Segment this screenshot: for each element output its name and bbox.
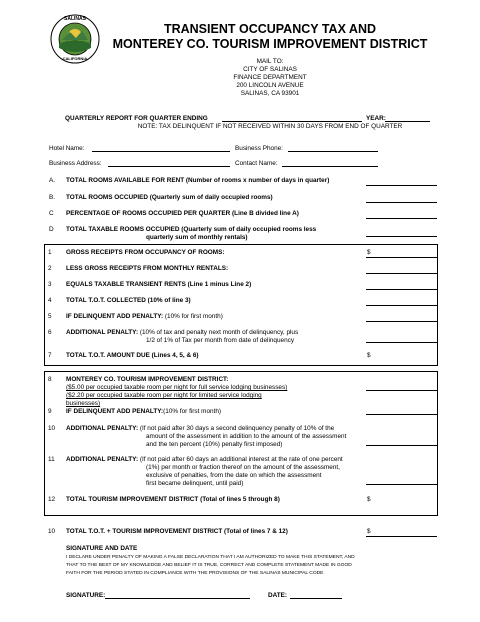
business-address-field[interactable] bbox=[108, 166, 230, 167]
date-label: DATE: bbox=[268, 592, 288, 599]
box-tid-bottom bbox=[44, 515, 438, 516]
hotel-name-field[interactable] bbox=[92, 151, 230, 152]
seal-bottom-text: CALIFORNIA bbox=[62, 56, 88, 61]
line-12-text: TOTAL TOURISM IMPROVEMENT DISTRICT (Total of lines 5 through 8) bbox=[66, 496, 280, 503]
line-8-rate-limited: ($2.20 per occupied taxable room per night for limited service lodging bbox=[66, 392, 262, 399]
line-a-text: TOTAL ROOMS AVAILABLE FOR RENT (Number of rooms x number of days in quarter) bbox=[66, 177, 330, 184]
grand-total-dollar: $ bbox=[367, 528, 371, 535]
contact-name-field[interactable] bbox=[282, 166, 378, 167]
line-b-text: TOTAL ROOMS OCCUPIED (Quarterly sum of daily occupied rooms) bbox=[66, 194, 273, 201]
hotel-name-label: Hotel Name: bbox=[49, 145, 85, 152]
line-a-field[interactable] bbox=[366, 185, 437, 186]
mail-to-line: MAIL TO: bbox=[256, 58, 284, 65]
box-tot-right bbox=[437, 244, 438, 365]
box-tid-left bbox=[44, 371, 45, 515]
line-11-text-2: (1%) per month or fraction thereof on the amount of the assessment, bbox=[146, 464, 340, 471]
line-8-text: MONTEREY CO. TOURISM IMPROVEMENT DISTRICT: bbox=[66, 376, 229, 383]
line-3-field[interactable] bbox=[366, 289, 437, 290]
line-1-dollar: $ bbox=[367, 249, 371, 256]
line-5-rest: (10% for first month) bbox=[163, 313, 223, 320]
signature-label: SIGNATURE: bbox=[66, 592, 106, 599]
seal-top-text: SALINAS bbox=[64, 16, 86, 22]
line-1-field[interactable] bbox=[366, 257, 437, 258]
mail-to-line: CITY OF SALINAS bbox=[243, 66, 297, 73]
form-title-line1: TRANSIENT OCCUPANCY TAX AND bbox=[163, 22, 377, 36]
quarter-ending-field[interactable] bbox=[222, 121, 362, 122]
year-label: YEAR: bbox=[366, 115, 386, 122]
business-phone-label: Business Phone: bbox=[235, 145, 283, 152]
line-2-field[interactable] bbox=[366, 273, 437, 274]
line-9-rest: (10% for first month) bbox=[163, 408, 222, 415]
grand-total-field[interactable] bbox=[366, 536, 437, 537]
line-9-field[interactable] bbox=[366, 414, 437, 415]
mail-to-line: FINANCE DEPARTMENT bbox=[233, 74, 307, 81]
line-10-bold: ADDITIONAL PENALTY: bbox=[66, 425, 139, 432]
line-11-rest: (If not paid after 60 days an additional interest at the rate of one percent bbox=[138, 456, 343, 463]
line-2-text: LESS GROSS RECEIPTS FROM MONTHLY RENTALS: bbox=[66, 265, 229, 272]
line-number: 3 bbox=[48, 281, 52, 288]
line-9-bold: IF DELINQUENT ADD PENALTY: bbox=[66, 408, 164, 415]
line-number: 10 bbox=[48, 425, 56, 432]
line-number: 9 bbox=[48, 408, 52, 415]
line-11-text-3: exclusive of penalties, from the date on which the assessment bbox=[146, 472, 322, 479]
line-10-text bbox=[66, 425, 334, 433]
line-10-text-3: and the ten percent (10%) penalty first imposed) bbox=[146, 441, 283, 448]
line-d-text: TOTAL TAXABLE ROOMS OCCUPIED (Quarterly sum of daily occupied rooms less bbox=[66, 226, 317, 233]
line-number: 7 bbox=[48, 352, 52, 359]
line-8-rate-full: ($5.00 per occupied taxable room per night for full service lodging businesses) bbox=[66, 384, 288, 391]
grand-total-text: TOTAL T.O.T. + TOURISM IMPROVEMENT DISTRICT (Total of lines 7 & 12) bbox=[66, 528, 288, 535]
line-12-dollar: $ bbox=[367, 496, 371, 503]
line-number: 6 bbox=[48, 329, 52, 336]
line-7-dollar: $ bbox=[367, 352, 371, 359]
line-5-text bbox=[66, 313, 223, 321]
line-number: 4 bbox=[48, 297, 52, 304]
line-10-field[interactable] bbox=[366, 445, 437, 446]
box-tot-top bbox=[44, 244, 438, 245]
line-number: 11 bbox=[48, 456, 55, 463]
signature-field[interactable] bbox=[105, 598, 250, 599]
line-number: 8 bbox=[48, 376, 52, 383]
contact-name-label: Contact Name: bbox=[235, 160, 278, 167]
box-tot-bottom bbox=[44, 365, 438, 366]
box-tot-left bbox=[44, 244, 45, 365]
declaration-line: I DECLARE UNDER PENALTY OF MAKING A FALSE DECLARATION THAT I AM AUTHORIZED TO MAKE THIS STATEMENT, AND bbox=[66, 555, 355, 560]
city-seal bbox=[50, 14, 100, 64]
line-1-text: GROSS RECEIPTS FROM OCCUPANCY OF ROOMS: bbox=[66, 249, 225, 256]
line-4-field[interactable] bbox=[366, 305, 437, 306]
declaration-line: FAITH FOR THE PERIOD STATED IN COMPLIANCE WITH THE PROVISIONS OF THE SALINAS MUNICIPAL CODE bbox=[66, 571, 324, 576]
line-letter: D bbox=[49, 226, 54, 233]
date-field[interactable] bbox=[290, 598, 342, 599]
line-10-rest: (If not paid after 30 days a second delinquency penalty of 10% of the bbox=[138, 425, 335, 432]
business-address-label: Business Address: bbox=[49, 160, 102, 167]
line-number: 2 bbox=[48, 265, 52, 272]
mail-to-line: 200 LINCOLN AVENUE bbox=[236, 82, 304, 89]
quarterly-report-label: QUARTERLY REPORT FOR QUARTER ENDING bbox=[65, 115, 208, 122]
line-11-text bbox=[66, 456, 343, 464]
line-6-field[interactable] bbox=[366, 342, 437, 343]
line-3-text: EQUALS TAXABLE TRANSIENT RENTS (Line 1 minus Line 2) bbox=[66, 281, 252, 288]
line-8-field[interactable] bbox=[366, 390, 437, 391]
line-11-text-4: first became delinquent, until paid) bbox=[146, 480, 244, 487]
delinquency-note: NOTE: TAX DELINQUENT IF NOT RECEIVED WITHIN 30 DAYS FROM END OF QUARTER bbox=[137, 123, 403, 130]
line-11-bold: ADDITIONAL PENALTY: bbox=[66, 456, 139, 463]
line-11-field[interactable] bbox=[366, 484, 437, 485]
line-letter: A. bbox=[49, 177, 56, 184]
line-letter: B. bbox=[49, 194, 56, 201]
line-4-text: TOTAL T.O.T. COLLECTED (10% of line 3) bbox=[66, 297, 191, 304]
signature-heading: SIGNATURE AND DATE bbox=[66, 545, 138, 552]
line-c-text: PERCENTAGE OF ROOMS OCCUPIED PER QUARTER (Line B divided line A) bbox=[66, 210, 299, 217]
line-c-field[interactable] bbox=[366, 218, 437, 219]
form-title-line2: MONTEREY CO. TOURISM IMPROVEMENT DISTRICT bbox=[112, 37, 428, 51]
line-8-rate-limited-2: businesses) bbox=[66, 400, 101, 407]
line-number: 10 bbox=[48, 528, 56, 535]
line-6-text-2: 1/2 of 1% of Tax per month from date of delinquency bbox=[146, 337, 295, 344]
line-d-text-2: quarterly sum of monthly rentals) bbox=[146, 234, 248, 241]
year-field[interactable] bbox=[385, 121, 430, 122]
box-tid-right bbox=[437, 371, 438, 515]
line-letter: C bbox=[49, 210, 54, 217]
line-number: 5 bbox=[48, 313, 52, 320]
line-d-field[interactable] bbox=[366, 236, 437, 237]
line-5-bold: IF DELINQUENT ADD PENALTY: bbox=[66, 313, 164, 320]
declaration-line: THAT TO THE BEST OF MY KNOWLEDGE AND BELIEF IT IS TRUE, CORRECT AND COMPLETE STATEMENT MADE IN GOOD bbox=[66, 563, 352, 568]
line-6-text bbox=[66, 329, 298, 337]
line-number: 1 bbox=[48, 249, 52, 256]
business-phone-field[interactable] bbox=[288, 151, 378, 152]
line-10-text-2: amount of the assessment in addition to the amount of the assessment bbox=[146, 433, 347, 440]
line-b-field[interactable] bbox=[366, 202, 437, 203]
line-9-text bbox=[66, 408, 221, 416]
line-6-bold: ADDITIONAL PENALTY: bbox=[66, 329, 139, 336]
line-number: 12 bbox=[48, 496, 56, 503]
mail-to-line: SALINAS, CA 93901 bbox=[240, 90, 300, 97]
line-5-field[interactable] bbox=[366, 321, 437, 322]
box-tid-top bbox=[44, 371, 438, 372]
line-7-text: TOTAL T.O.T. AMOUNT DUE (Lines 4, 5, & 6) bbox=[66, 352, 199, 359]
line-6-rest: (10% of tax and penalty next month of delinquency, plus bbox=[138, 329, 299, 336]
